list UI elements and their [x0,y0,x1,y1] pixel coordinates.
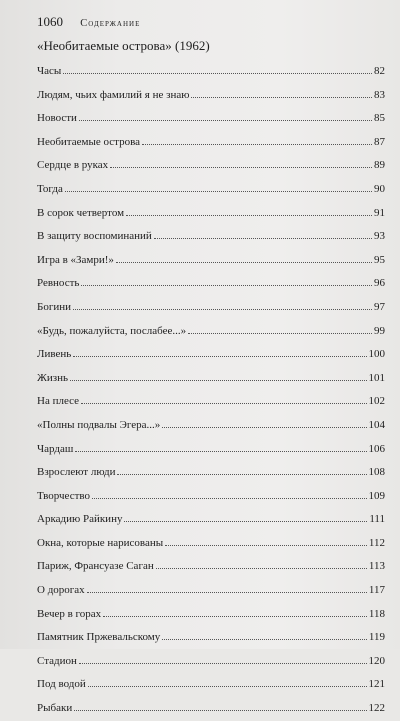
dot-leader [110,159,372,168]
dot-leader [165,537,367,546]
toc-entry-page: 93 [374,230,385,243]
toc-entry [37,296,385,320]
toc-entry-title: Памятник Пржевальскому [37,631,161,644]
toc-entry-title: Часы [37,65,62,77]
dot-leader [75,443,366,452]
toc-entry [37,249,385,273]
dot-leader [154,230,372,239]
dot-leader [142,136,372,145]
toc-entry-page: 122 [368,702,385,715]
dot-leader [81,277,372,286]
toc-entry [37,555,385,579]
toc-entry-title: Взрослеют люди [37,466,116,479]
toc-entry-page: 91 [374,206,385,219]
toc-entry-page: 99 [374,324,385,337]
dot-leader [188,325,372,334]
toc-entry [37,461,385,485]
page-header [37,14,140,30]
running-head: Содержание [80,18,141,29]
dot-leader [81,395,366,404]
toc-entry [37,673,385,697]
toc-entry-title: Сердце в руках [37,159,109,172]
toc-entry [37,225,385,249]
toc-entry [37,603,385,627]
toc-entry [37,272,385,296]
toc-entry [37,626,385,650]
toc-entry-page: 82 [374,65,385,77]
toc-entry-title: Ливень [37,348,72,361]
toc-entry-page: 96 [374,277,385,290]
toc-entry-page: 89 [374,159,385,172]
table-of-contents [37,60,385,721]
toc-entry-title: Под водой [37,678,86,691]
dot-leader [79,112,372,121]
toc-entry [37,320,385,344]
toc-entry-page: 97 [374,300,385,313]
toc-entry-title: На плесе [37,395,80,408]
dot-leader [103,608,367,617]
toc-entry-title: В сорок четвертом [37,206,125,219]
toc-entry [37,485,385,509]
toc-entry-page: 95 [374,253,385,266]
toc-entry-title: Тогда [37,182,63,195]
toc-entry [37,438,385,462]
toc-entry-page: 117 [368,584,385,597]
toc-entry [37,367,385,391]
toc-entry-page: 104 [368,418,385,431]
toc-entry-title: «Будь, пожалуйста, послабее...» [37,324,187,337]
toc-entry-page: 85 [374,112,385,125]
toc-entry-title: Необитаемые острова [37,135,141,148]
dot-leader [124,513,367,522]
toc-entry-page: 102 [368,395,385,408]
toc-entry-page: 113 [368,560,385,573]
toc-entry-title: Рыбаки [37,702,73,715]
toc-entry-page: 119 [368,631,385,644]
toc-entry-title: О дорогах [37,584,85,597]
dot-leader [65,183,372,192]
dot-leader [73,348,366,357]
dot-leader [63,65,372,74]
toc-entry-title: Людям, чьих фамилий я не знаю [37,88,190,101]
toc-entry-title: Богини [37,300,71,313]
dot-leader [73,301,372,310]
dot-leader [87,584,367,593]
dot-leader [162,631,367,640]
toc-entry-title: Стадион [37,654,77,667]
toc-entry [37,60,385,84]
dot-leader [92,490,366,499]
toc-entry-page: 111 [369,513,385,526]
toc-entry-title: Окна, которые нарисованы [37,536,164,549]
toc-entry-page: 112 [368,536,385,549]
toc-entry [37,532,385,556]
toc-entry-title: Жизнь [37,371,68,384]
toc-entry [37,579,385,603]
dot-leader [117,466,366,475]
toc-entry-page: 106 [368,442,385,455]
toc-entry-title: Аркадию Райкину [37,513,123,526]
toc-entry-page: 83 [374,88,385,101]
toc-entry-title: Новости [37,112,77,125]
toc-entry [37,107,385,131]
dot-leader [191,89,372,98]
page-number: 1060 [37,14,63,29]
toc-entry-page: 118 [368,607,385,620]
toc-entry-title: Игра в «Замри!» [37,253,114,266]
dot-leader [116,254,372,263]
toc-entry-page: 109 [368,489,385,502]
toc-entry [37,650,385,674]
dot-leader [79,655,367,664]
toc-entry [37,343,385,367]
toc-entry-page: 120 [368,654,385,667]
dot-leader [156,560,367,569]
toc-entry [37,414,385,438]
toc-entry-title: Париж, Франсуазе Саган [37,560,154,573]
dot-leader [88,678,367,687]
toc-entry-title: Вечер в горах [37,607,102,620]
toc-entry [37,697,385,721]
toc-entry [37,202,385,226]
toc-entry-title: «Полны подвалы Эгера...» [37,418,161,431]
toc-entry [37,390,385,414]
section-title: «Необитаемые острова» (1962) [37,38,210,53]
toc-entry-page: 100 [368,348,385,361]
toc-entry-title: В защиту воспоминаний [37,230,152,243]
toc-entry [37,84,385,108]
dot-leader [162,419,366,428]
toc-entry-title: Ревность [37,277,80,290]
dot-leader [70,372,367,381]
toc-entry-title: Чардаш [37,442,74,455]
dot-leader [74,702,366,711]
toc-entry-page: 108 [368,466,385,479]
toc-entry-page: 90 [374,182,385,195]
dot-leader [126,207,372,216]
toc-entry-page: 121 [368,678,385,691]
toc-entry [37,178,385,202]
toc-entry [37,131,385,155]
toc-entry-title: Творчество [37,489,91,502]
toc-entry-page: 101 [368,371,385,384]
toc-entry-page: 87 [374,135,385,148]
toc-entry [37,508,385,532]
toc-entry [37,154,385,178]
